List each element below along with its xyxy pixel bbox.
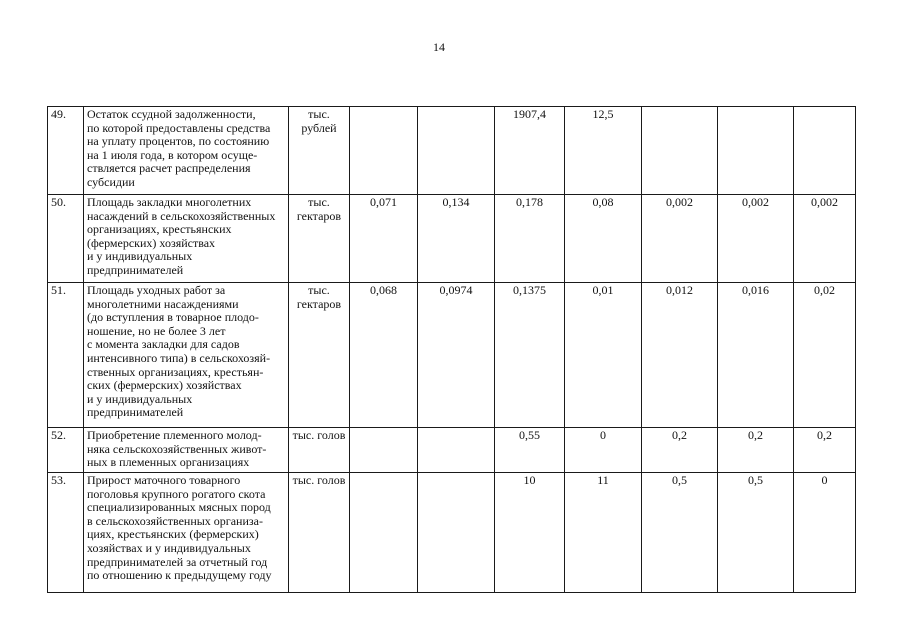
value-cell bbox=[350, 473, 418, 593]
unit-line: гектаров bbox=[296, 208, 342, 223]
unit-line: тыс. bbox=[308, 107, 330, 121]
value-cell bbox=[350, 107, 418, 195]
value-cell: 0,016 bbox=[718, 283, 794, 428]
value-cell: 0,002 bbox=[718, 195, 794, 283]
value-cell: 0,08 bbox=[565, 195, 642, 283]
indicator-name-line: ных в племенных организациях bbox=[87, 455, 250, 470]
row-number: 49. bbox=[48, 107, 84, 195]
value-cell bbox=[418, 107, 495, 195]
indicator-name-line: поголовья крупного рогатого скота bbox=[87, 486, 266, 501]
value-cell: 0,071 bbox=[350, 195, 418, 283]
unit-line: тыс. голов bbox=[292, 428, 346, 442]
value-cell: 0,1375 bbox=[495, 283, 565, 428]
unit-line: рублей bbox=[301, 120, 337, 135]
indicator-name-line: ских (фермерских) хозяйствах bbox=[87, 378, 242, 393]
indicator-name-line: интенсивного типа) в сельскохозяй- bbox=[87, 350, 271, 365]
value-cell bbox=[718, 107, 794, 195]
indicator-name bbox=[84, 195, 289, 283]
indicator-name-line: циях, крестьянских (фермерских) bbox=[87, 527, 259, 542]
unit-line: тыс. bbox=[308, 283, 330, 297]
value-cell bbox=[418, 473, 495, 593]
indicator-name-line: хозяйствах и у индивидуальных bbox=[87, 540, 251, 555]
indicator-name-line: и у индивидуальных bbox=[87, 391, 193, 406]
indicator-name-line: предпринимателей за отчетный год bbox=[87, 554, 268, 569]
indicator-name-line: многолетними насаждениями bbox=[87, 296, 239, 311]
value-cell: 0,01 bbox=[565, 283, 642, 428]
table-row bbox=[48, 107, 856, 195]
indicator-name-line: (до вступления в товарное плодо- bbox=[87, 310, 259, 325]
value-cell: 0,2 bbox=[642, 428, 718, 473]
value-cell: 0,002 bbox=[642, 195, 718, 283]
value-cell: 11 bbox=[565, 473, 642, 593]
indicator-name-line: Площадь уходных работ за bbox=[87, 283, 226, 297]
value-cell: 0,134 bbox=[418, 195, 495, 283]
value-cell: 0,55 bbox=[495, 428, 565, 473]
value-cell: 0 bbox=[794, 473, 856, 593]
indicator-name-line: на 1 июля года, в котором осуще- bbox=[87, 147, 258, 162]
indicators-table bbox=[47, 106, 856, 593]
value-cell: 0,002 bbox=[794, 195, 856, 283]
unit-line: тыс. bbox=[308, 195, 330, 209]
value-cell: 0,068 bbox=[350, 283, 418, 428]
indicator-name-line: на уплату процентов, по состоянию bbox=[87, 134, 270, 149]
row-number: 52. bbox=[48, 428, 84, 473]
value-cell bbox=[642, 107, 718, 195]
table-row bbox=[48, 283, 856, 428]
indicator-name bbox=[84, 428, 289, 473]
indicator-name-line: Остаток ссудной задолженности, bbox=[87, 107, 256, 121]
value-cell: 12,5 bbox=[565, 107, 642, 195]
row-number: 51. bbox=[48, 283, 84, 428]
value-cell bbox=[418, 428, 495, 473]
table-row bbox=[48, 473, 856, 593]
unit-cell bbox=[289, 283, 350, 428]
value-cell: 0,0974 bbox=[418, 283, 495, 428]
indicator-name-line: Площадь закладки многолетних bbox=[87, 195, 252, 209]
indicator-name bbox=[84, 107, 289, 195]
row-number: 50. bbox=[48, 195, 84, 283]
indicator-name-line: субсидии bbox=[87, 174, 135, 189]
indicator-name-line: насаждений в сельскохозяйственных bbox=[87, 208, 276, 223]
indicator-name-line: специализированных мясных пород bbox=[87, 500, 271, 515]
unit-cell bbox=[289, 473, 350, 593]
indicator-name-line: Прирост маточного товарного bbox=[87, 473, 241, 487]
indicator-name-line: по которой предоставлены средства bbox=[87, 120, 271, 135]
value-cell: 0,5 bbox=[642, 473, 718, 593]
table-row bbox=[48, 195, 856, 283]
indicator-name bbox=[84, 473, 289, 593]
indicator-name-line: предпринимателей bbox=[87, 405, 184, 420]
indicator-name-line: Приобретение племенного молод- bbox=[87, 428, 262, 442]
indicator-name-line: с момента закладки для садов bbox=[87, 337, 240, 352]
value-cell: 0,178 bbox=[495, 195, 565, 283]
indicator-name bbox=[84, 283, 289, 428]
value-cell: 0,012 bbox=[642, 283, 718, 428]
table-body bbox=[48, 107, 856, 593]
value-cell: 0,5 bbox=[718, 473, 794, 593]
indicator-name-line: няка сельскохозяйственных живот- bbox=[87, 441, 267, 456]
unit-line: тыс. голов bbox=[292, 473, 346, 487]
indicator-name-line: ствляется расчет распределения bbox=[87, 161, 251, 176]
indicator-name-line: организациях, крестьянских bbox=[87, 222, 232, 237]
indicator-name-line: и у индивидуальных bbox=[87, 249, 193, 264]
value-cell: 0 bbox=[565, 428, 642, 473]
value-cell bbox=[794, 107, 856, 195]
indicator-name-line: (фермерских) хозяйствах bbox=[87, 235, 216, 250]
indicator-name-line: предпринимателей bbox=[87, 262, 184, 277]
value-cell: 0,02 bbox=[794, 283, 856, 428]
indicator-name-line: по отношению к предыдущему году bbox=[87, 568, 272, 583]
unit-line: гектаров bbox=[296, 296, 342, 311]
value-cell: 10 bbox=[495, 473, 565, 593]
page-number: 14 bbox=[433, 40, 445, 54]
unit-cell bbox=[289, 195, 350, 283]
indicator-name-line: ношение, но не более 3 лет bbox=[87, 323, 226, 338]
row-number: 53. bbox=[48, 473, 84, 593]
value-cell bbox=[350, 428, 418, 473]
value-cell: 0,2 bbox=[718, 428, 794, 473]
unit-cell bbox=[289, 107, 350, 195]
table-row bbox=[48, 428, 856, 473]
value-cell: 1907,4 bbox=[495, 107, 565, 195]
unit-cell bbox=[289, 428, 350, 473]
indicator-name-line: ственных организациях, крестьян- bbox=[87, 364, 264, 379]
indicator-name-line: в сельскохозяйственных организа- bbox=[87, 513, 263, 528]
value-cell: 0,2 bbox=[794, 428, 856, 473]
